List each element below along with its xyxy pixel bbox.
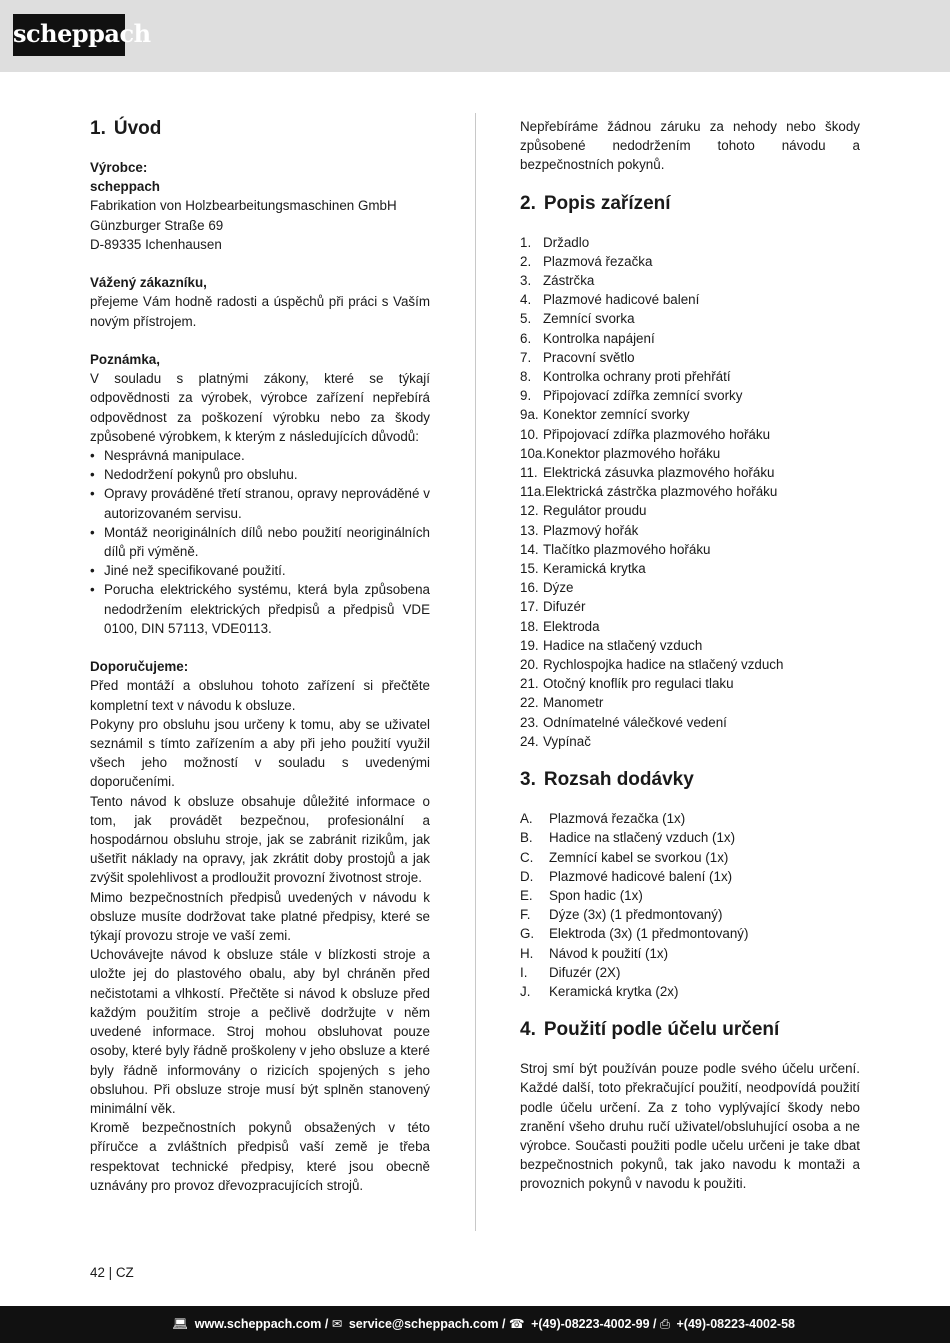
item-text: Rychlospojka hadice na stlačený vzduch — [543, 657, 784, 673]
item-number: 14. — [520, 541, 539, 557]
item-text: Difuzér (2X) — [549, 964, 621, 980]
item-number: 5. — [520, 311, 532, 327]
item-text: Připojovací zdířka plazmového hořáku — [543, 426, 771, 442]
item-text: Difuzér — [543, 599, 586, 615]
manufacturer-city: D-89335 Ichenhausen — [90, 236, 222, 252]
item-number: F. — [520, 907, 531, 923]
item-number: 1. — [520, 234, 532, 250]
list-item — [520, 521, 860, 540]
section-1-heading: 1. Úvod — [90, 118, 162, 139]
list-item — [520, 290, 860, 309]
list-item — [520, 867, 860, 886]
greeting-text: přejeme Vám hodně radosti a úspěchů při práci s Vaším novým přístrojem. — [90, 294, 430, 329]
note-title: Poznámka, — [90, 352, 160, 367]
mail-icon: ✉ — [331, 1317, 343, 1331]
item-number: 11. — [520, 465, 538, 481]
item-text: Vypínač — [543, 733, 591, 749]
item-number: A. — [520, 811, 533, 827]
item-text: Tlačítko plazmového hořáku — [543, 541, 711, 557]
note-bullet-list — [90, 446, 430, 638]
list-item — [520, 540, 860, 559]
list-item — [520, 982, 860, 1001]
list-item — [520, 905, 860, 924]
list-item — [520, 367, 860, 386]
item-text: Návod k použití (1x) — [549, 945, 669, 961]
item-text: Plazmová řezačka — [543, 253, 653, 269]
list-item — [520, 482, 860, 501]
list-item — [520, 713, 860, 732]
item-text: Dýze — [543, 580, 574, 596]
list-item — [520, 309, 860, 328]
list-item — [520, 924, 860, 943]
list-item — [520, 655, 860, 674]
list-item: • Nedodržení pokynů pro obsluhu. — [90, 465, 430, 484]
item-text: Připojovací zdířka zemnící svorky — [543, 388, 743, 404]
list-item — [520, 809, 860, 828]
item-number: E. — [520, 887, 533, 903]
list-item — [520, 329, 860, 348]
list-item — [520, 828, 860, 847]
recommend-paragraph: Kromě bezpečnostních pokynů obsažených v této příručce a zvláštních předpisů vaší země je třeba respektovat technické předpisy, které jsou obecně uznávány pro provoz dřevozpracujících strojů. — [90, 1120, 430, 1193]
item-text: Držadlo — [543, 234, 590, 250]
list-item — [520, 732, 860, 751]
list-item — [520, 674, 860, 693]
item-text: Zemnící svorka — [543, 311, 635, 327]
item-number: 9a. — [520, 407, 539, 423]
list-item — [520, 617, 860, 636]
list-item — [520, 597, 860, 616]
item-text: Elektroda (3x) (1 předmontovaný) — [549, 926, 749, 942]
list-item: • Jiné než specifikované použití. — [90, 561, 430, 580]
item-number: 21. — [520, 676, 539, 692]
item-text: Keramická krytka — [543, 561, 646, 577]
list-item — [520, 636, 860, 655]
item-text: Elektrická zástrčka plazmového hořáku — [545, 484, 778, 500]
list-item: • Nesprávná manipulace. — [90, 446, 430, 465]
item-number: C. — [520, 849, 534, 865]
manufacturer-street: Günzburger Straße 69 — [90, 217, 224, 233]
item-number: 16. — [520, 580, 539, 596]
item-number: D. — [520, 868, 534, 884]
item-text: Odnímatelné válečkové vedení — [543, 714, 727, 730]
section-2-heading: 2. Popis zařízení — [520, 192, 671, 214]
item-number: 20. — [520, 657, 539, 673]
note-text: V souladu s platnými zákony, které se týkají odpovědnosti za výrobek, výrobce zařízení nepřebírá odpovědnost za poškození výrobku nebo za škody způsobené výrobkem, k kterým z následujících důvodů: — [90, 371, 430, 444]
footer-email-link[interactable]: service@scheppach.com / — [348, 1317, 506, 1331]
item-text: Konektor plazmového hořáku — [546, 445, 721, 461]
page-number: 42 | CZ — [90, 1265, 134, 1280]
footer-phone: +(49)-08223-4002-99 / — [531, 1317, 657, 1331]
list-item: • Montáž neoriginálních dílů nebo použití neoriginálních dílů při výměně. — [90, 523, 430, 561]
phone-icon: ☎ — [509, 1317, 525, 1331]
item-number: 22. — [520, 695, 539, 711]
list-item — [520, 693, 860, 712]
computer-icon: 💻︎ — [172, 1317, 189, 1331]
item-text: Plazmové hadicové balení — [543, 292, 700, 308]
section-4-heading: 4. Použití podle účelu určení — [520, 1019, 780, 1041]
item-number: 13. — [520, 522, 539, 538]
item-text: Spon hadic (1x) — [549, 887, 643, 903]
item-number: 15. — [520, 561, 539, 577]
list-item — [520, 405, 860, 424]
parts-list — [520, 233, 860, 751]
footer-web-link[interactable]: www.scheppach.com / — [194, 1317, 329, 1331]
item-number: 19. — [520, 637, 539, 653]
section-4-text: Stroj smí být používán pouze podle svého účelu určení. Každé další, toto překračující použití, neodpovídá použití podle účelu určení. Za z toho vyplývající škody nebo zranění všeho druhu ručí uživatel/obsluhující osoba a ne výrobce. Současti použiti podle učelu určeni je take dbat bezpečnostnich pokynů, tak jako navodu k montaži a provoznich pokynů v navodu k použiti. — [520, 1061, 860, 1192]
item-text: Elektroda — [543, 618, 600, 634]
item-text: Manometr — [543, 695, 604, 711]
item-number: 11a. — [520, 484, 546, 500]
item-text: Hadice na stlačený vzduch (1x) — [549, 830, 736, 846]
recommend-paragraph: Mimo bezpečnostních předpisů uvedených v návodu k obsluze musíte dodržovat take platné předpisy, které se týkají provozu stroje ve vaší zemi. — [90, 889, 430, 944]
item-text: Kontrolka napájení — [543, 330, 655, 346]
disclaimer-text: Nepřebíráme žádnou záruku za nehody nebo škody způsobené nedodržením tohoto návodu a bezpečnostních pokynů. — [520, 119, 860, 173]
list-item — [520, 348, 860, 367]
manufacturer-label: Výrobce: — [90, 160, 148, 175]
item-number: 18. — [520, 618, 539, 634]
item-number: 12. — [520, 503, 539, 519]
list-item — [520, 944, 860, 963]
item-number: 2. — [520, 253, 532, 269]
item-text: Konektor zemnící svorky — [543, 407, 690, 423]
list-item: • Opravy prováděné třetí stranou, opravy neprováděné v autorizovaném servisu. — [90, 484, 430, 522]
manufacturer-name: scheppach — [90, 179, 160, 195]
greeting-title: Vážený zákazníku, — [90, 275, 207, 291]
item-text: Kontrolka ochrany proti přehřátí — [543, 369, 731, 385]
item-text: Pracovní světlo — [543, 349, 635, 365]
left-column — [90, 117, 430, 1195]
item-number: 17. — [520, 599, 539, 615]
item-number: B. — [520, 830, 533, 846]
footer-fax: +(49)-08223-4002-58 — [676, 1317, 795, 1331]
list-item — [520, 559, 860, 578]
fax-icon: ⎙ — [660, 1317, 671, 1331]
recommend-paragraph: Pokyny pro obsluhu jsou určeny k tomu, aby se uživatel seznámil s tímto zařízením a aby při jeho použití využil všech jeho možností v souladu s uvedenými doporučeními. — [90, 716, 430, 790]
section-3-heading: 3. Rozsah dodávky — [520, 769, 694, 791]
column-divider — [475, 113, 476, 1231]
item-text: Keramická krytka (2x) — [549, 983, 679, 999]
item-text: Zástrčka — [543, 273, 595, 289]
item-number: I. — [520, 964, 528, 980]
item-number: 8. — [520, 369, 532, 385]
recommend-paragraph: Před montáží a obsluhou tohoto zařízení si přečtěte kompletní text v návodu k obsluze. — [90, 678, 430, 713]
footer-bar — [0, 1306, 950, 1343]
item-text: Otočný knoflík pro regulaci tlaku — [543, 676, 734, 692]
item-number: 23. — [520, 714, 539, 730]
item-number: H. — [520, 945, 534, 961]
list-item — [520, 386, 860, 405]
item-text: Plazmový hořák — [543, 522, 639, 538]
item-number: 10a. — [520, 445, 547, 461]
item-text: Hadice na stlačený vzduch — [543, 637, 703, 653]
item-text: Plazmové hadicové balení (1x) — [549, 868, 733, 884]
item-text: Dýze (3x) (1 předmontovaný) — [549, 907, 723, 923]
list-item — [520, 501, 860, 520]
manufacturer-company: Fabrikation von Holzbearbeitungsmaschinen GmbH — [90, 198, 397, 214]
item-number: 9. — [520, 388, 532, 404]
list-item: • Porucha elektrického systému, která byla způsobena nedodržením elektrických předpisů a předpisů VDE 0100, DIN 57113, VDE0113. — [90, 580, 430, 638]
item-number: 24. — [520, 733, 539, 749]
recommend-paragraph: Uchovávejte návod k obsluze stále v blízkosti stroje a uložte jej do plastového obalu, aby byl chráněn před nečistotami a vlhkostí. Přečtěte si návod k obsluze před každým použitím stroje a pečlivě dodržujte v něm uvedené informace. Stroj mohou obsluhovat pouze osoby, které byly řádně proškoleny v jeho obsluze a které byly řádně informovány o rizicích spojených s jeho obsluhou. Při obsluze stroje musí být splněn stanovený minimální věk. — [90, 947, 430, 1116]
list-item — [520, 578, 860, 597]
list-item — [520, 886, 860, 905]
list-item — [520, 463, 860, 482]
list-item — [520, 271, 860, 290]
item-number: G. — [520, 926, 535, 942]
recommend-title: Doporučujeme: — [90, 659, 189, 675]
list-item — [520, 252, 860, 271]
item-number: 10. — [520, 426, 539, 442]
right-column — [520, 117, 860, 1194]
list-item — [520, 425, 860, 444]
recommend-paragraph: Tento návod k obsluze obsahuje důležité informace o tom, jak provádět bezpečnou, profesionální a hospodárnou obsluhu stroje, jak se zabránit rizikům, jak ušetřit náklady na opravy, jak zkrátit doby prostojů a jak zvýšit spolehlivost a prodloužit provozní životnost stroje. — [90, 793, 430, 886]
list-item — [520, 444, 860, 463]
list-item — [520, 963, 860, 982]
item-number: 3. — [520, 273, 532, 289]
scope-list — [520, 809, 860, 1001]
item-number: 4. — [520, 292, 532, 308]
list-item — [520, 233, 860, 252]
list-item — [520, 848, 860, 867]
item-number: J. — [520, 983, 531, 999]
scheppach-logo: scheppach — [13, 14, 125, 56]
item-text: Regulátor proudu — [543, 503, 647, 519]
item-number: 6. — [520, 330, 532, 346]
item-text: Zemnící kabel se svorkou (1x) — [549, 849, 729, 865]
item-number: 7. — [520, 349, 532, 365]
header-bar — [0, 0, 950, 72]
item-text: Plazmová řezačka (1x) — [549, 811, 686, 827]
item-text: Elektrická zásuvka plazmového hořáku — [543, 465, 775, 481]
